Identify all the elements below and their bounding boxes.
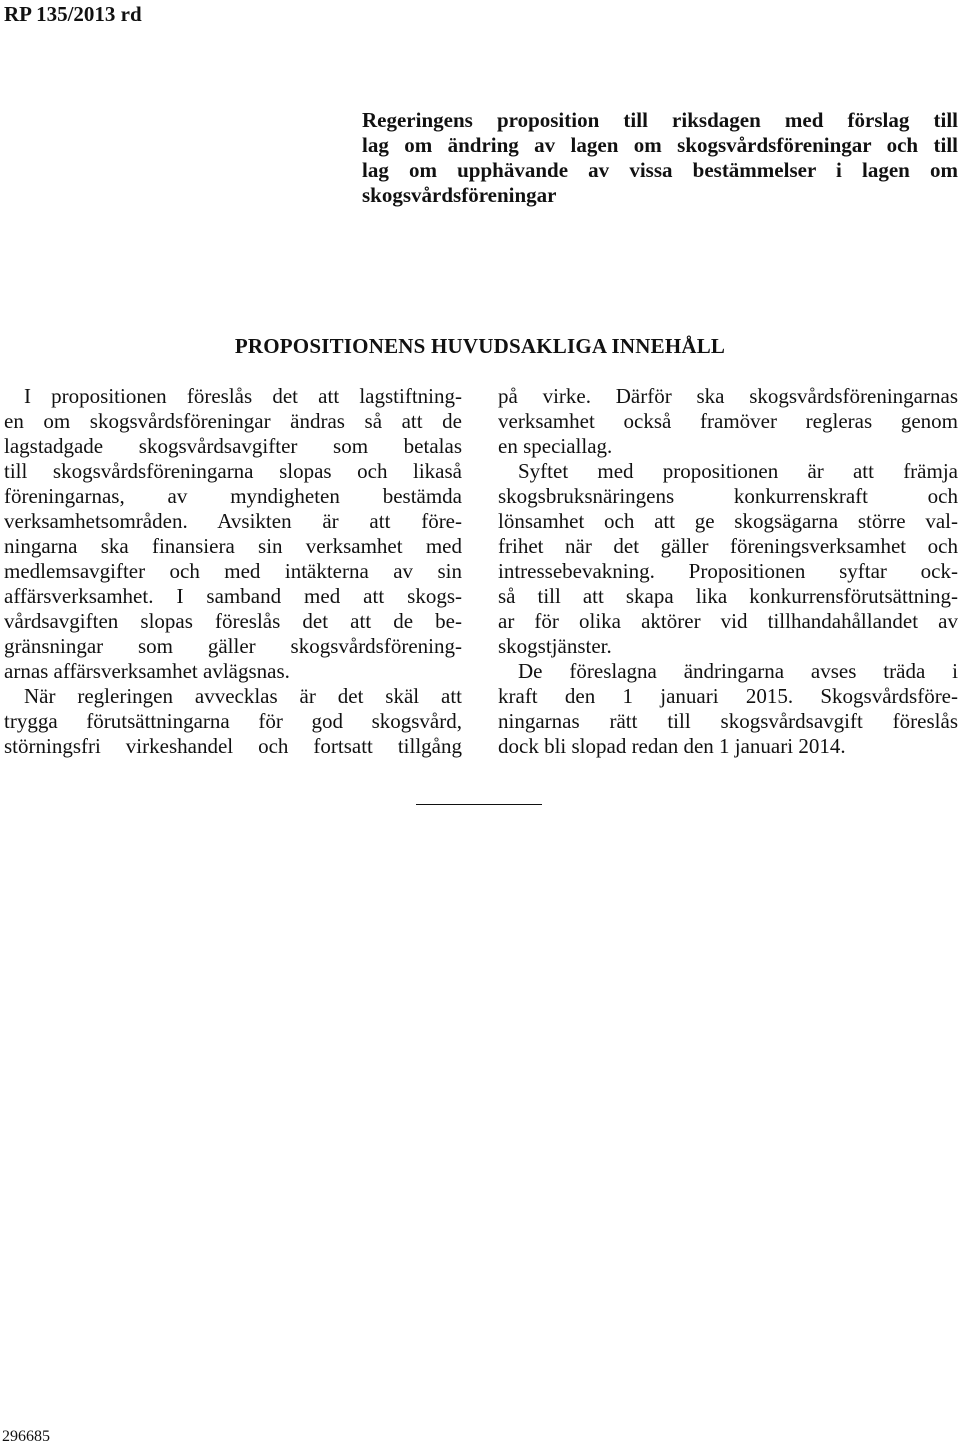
text-line: arnas affärsverksamhet avlägsnas. xyxy=(4,659,290,683)
text-line: till skogsvårdsföreningarna slopas och likaså xyxy=(4,459,462,483)
text-line: föreningarnas, av myndigheten bestämda xyxy=(4,484,462,508)
text-line: intressebevakning. Propositionen syftar ock- xyxy=(498,559,958,583)
text-line: Syftet med propositionen är att främja xyxy=(518,459,958,483)
title-line: skogsvårdsföreningar xyxy=(362,183,557,207)
text-line: frihet när det gäller föreningsverksamhet och xyxy=(498,534,958,558)
paragraph xyxy=(498,384,958,459)
document-title xyxy=(362,108,958,208)
text-line: affärsverksamhet. I samband med att skogs- xyxy=(4,584,462,608)
text-line: dock bli slopad redan den 1 januari 2014. xyxy=(498,734,846,758)
text-line: ningarnas rätt till skogsvårdsavgift föreslås xyxy=(498,709,958,733)
footer-document-number: 296685 xyxy=(2,1428,50,1445)
right-column xyxy=(498,384,958,759)
text-line: trygga förutsättningarna för god skogsvård, xyxy=(4,709,462,733)
section-heading: PROPOSITIONENS HUVUDSAKLIGA INNEHÅLL xyxy=(234,334,726,358)
text-line: verksamhet också framöver regleras genom xyxy=(498,409,958,433)
title-line: lag om upphävande av vissa bestämmelser i lagen om xyxy=(362,158,958,182)
text-line: ar för olika aktörer vid tillhandahållandet av xyxy=(498,609,958,633)
text-line: ningarna ska finansiera sin verksamhet med xyxy=(4,534,462,558)
text-line: vårdsavgiften slopas föreslås det att de be- xyxy=(4,609,462,633)
document-id: RP 135/2013 rd xyxy=(4,2,142,26)
paragraph xyxy=(4,684,462,759)
title-line: Regeringens proposition till riksdagen med förslag till xyxy=(362,108,958,132)
text-line: lagstadgade skogsvårdsavgifter som betalas xyxy=(4,434,462,458)
title-line: lag om ändring av lagen om skogsvårdsföreningar och till xyxy=(362,133,958,157)
paragraph xyxy=(498,459,958,659)
text-line: skogsbruksnäringens konkurrenskraft och xyxy=(498,484,958,508)
text-line: en speciallag. xyxy=(498,434,613,458)
text-line: störningsfri virkeshandel och fortsatt tillgång xyxy=(4,734,462,758)
left-column xyxy=(4,384,462,759)
text-line: verksamhetsområden. Avsikten är att före- xyxy=(4,509,462,533)
text-line: en om skogsvårdsföreningar ändras så att de xyxy=(4,409,462,433)
text-line: När regleringen avvecklas är det skäl att xyxy=(24,684,462,708)
paragraph xyxy=(498,659,958,759)
text-line: I propositionen föreslås det att lagstiftning- xyxy=(24,384,462,408)
text-line: skogstjänster. xyxy=(498,634,612,658)
text-line: medlemsavgifter och med intäkterna av sin xyxy=(4,559,462,583)
text-line: så till att skapa lika konkurrensförutsättning- xyxy=(498,584,958,608)
text-line: lönsamhet och att ge skogsägarna större val- xyxy=(498,509,958,533)
paragraph xyxy=(4,384,462,684)
end-divider xyxy=(416,804,542,805)
text-line: De föreslagna ändringarna avses träda i xyxy=(518,659,958,683)
text-line: gränsningar som gäller skogsvårdsförening- xyxy=(4,634,462,658)
text-line: på virke. Därför ska skogsvårdsföreningarnas xyxy=(498,384,958,408)
text-line: kraft den 1 januari 2015. Skogsvårdsföre- xyxy=(498,684,958,708)
